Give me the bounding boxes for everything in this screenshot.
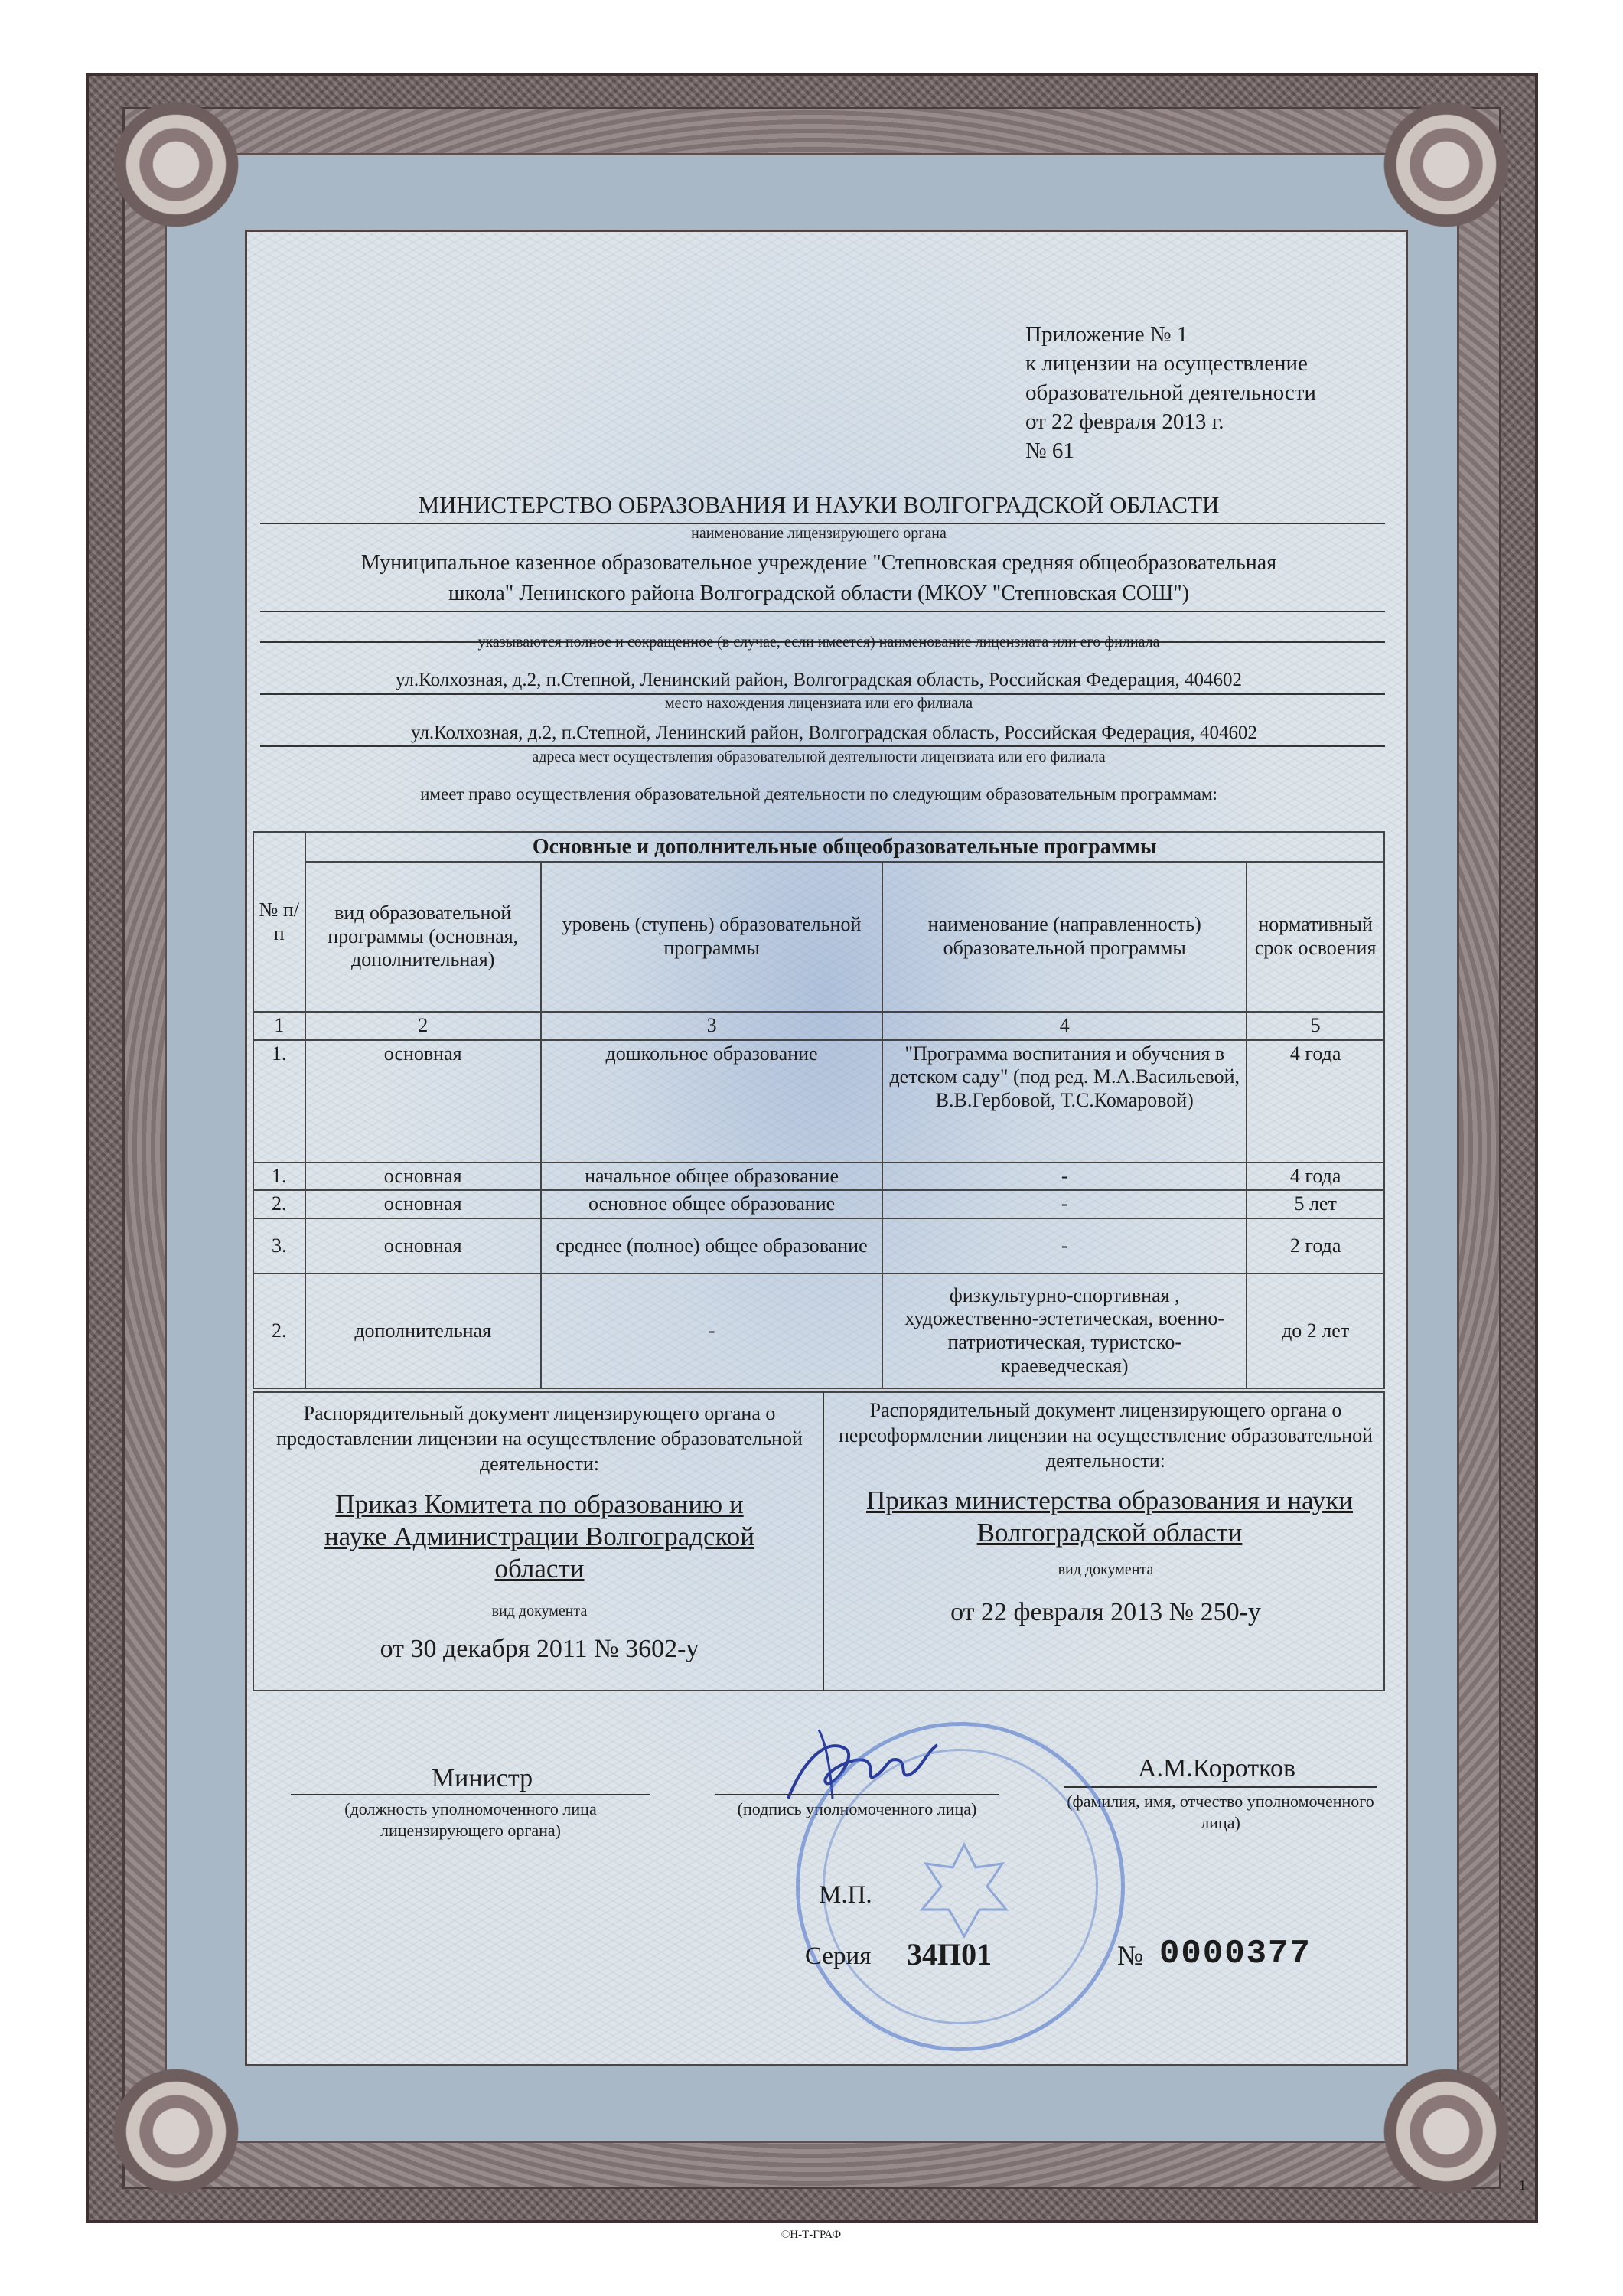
licensee-line-2: школа" Ленинского района Волгоградской области (МКОУ "Степновская СОШ") [448,582,1189,605]
position-underline [291,1794,650,1795]
row-term: 4 года [1247,1040,1384,1163]
appendix-line-2: к лицензии на осуществление [1025,351,1308,376]
row-num: 1. [253,1040,305,1163]
page-number: 1 [1519,2177,1526,2193]
right-order-doc-line-1: Приказ министерства образования и науки [865,1486,1354,1515]
signer-position: Министр [431,1764,533,1792]
activity-address-underline [260,745,1385,747]
row-kind: основная [305,1218,541,1274]
table-row [253,1274,1384,1388]
left-order-doc-line-3: области [494,1554,585,1583]
licensee-caption: указываются полное и сокращенное (в случае, если имеется) наименование лицензиата или его филиала [477,634,1160,651]
header-num: № п/п [253,832,305,1012]
row-level: - [541,1274,882,1388]
table-row [253,1190,1384,1218]
corner-ornament-bottom-right [1374,2059,1519,2204]
row-num: 1. [253,1163,305,1191]
form-number: 0000377 [1159,1935,1312,1973]
right-statement: имеет право осуществления образовательной деятельности по следующим образовательным программам: [420,784,1217,804]
row-term: 5 лет [1247,1190,1384,1218]
authority-underline [260,523,1385,524]
table-group-title: Основные и дополнительные общеобразовательные программы [305,832,1384,862]
table-row [253,1040,1384,1163]
col-number: 1 [253,1012,305,1040]
authority-caption: наименование лицензирующего органа [691,525,947,542]
left-order-date: от 30 декабря 2011 № 3602-у [380,1635,699,1663]
name-caption: (фамилия, имя, отчество уполномоченного лица) [1067,1792,1374,1832]
appendix-title: Приложение № 1 [1025,322,1188,347]
corner-ornament-bottom-left [103,2059,249,2204]
left-order-caption: вид документа [491,1603,588,1619]
row-num: 2. [253,1190,305,1218]
left-order-doc-line-1: Приказ Комитета по образованию и [335,1489,744,1519]
row-kind: основная [305,1190,541,1218]
header-kind: вид образовательной программы (основная, дополнительная) [305,862,541,1012]
corner-ornament-top-right [1374,92,1519,237]
header-name: наименование (направленность) образовательной программы [882,862,1247,1012]
appendix-date: от 22 февраля 2013 г. [1025,409,1224,434]
number-label: № [1117,1940,1144,1971]
location-caption: место нахождения лицензиата или его филиала [664,695,973,712]
licensee-line-1: Муниципальное казенное образовательное учреждение "Степновская средняя общеобразовательная [360,551,1277,575]
signature-caption: (подпись уполномоченного лица) [737,1799,977,1818]
activity-address-value: ул.Колхозная, д.2, п.Степной, Ленинский район, Волгоградская область, Российская Федерация, 404602 [411,722,1257,743]
table-row [253,1218,1384,1274]
printer-mark: ©Н-Т-ГРАФ [781,2229,842,2241]
series-label: Серия [805,1942,872,1970]
name-underline [1064,1786,1377,1788]
position-caption: (должность уполномоченного лица лицензирующего органа) [344,1799,597,1840]
row-term: до 2 лет [1247,1274,1384,1388]
table-row [253,1163,1384,1191]
activity-address-caption: адреса мест осуществления образовательной деятельности лицензиата или его филиала [532,748,1106,765]
appendix-line-3: образовательной деятельности [1025,380,1316,405]
row-term: 2 года [1247,1218,1384,1274]
programs-table [253,831,1385,1389]
row-name: - [882,1163,1247,1191]
corner-ornament-top-left [103,92,249,237]
right-order-document [834,1485,1385,1549]
row-name: - [882,1190,1247,1218]
row-level: дошкольное образование [541,1040,882,1163]
appendix-number: № 61 [1025,439,1074,463]
col-number: 2 [305,1012,541,1040]
seal-label: М.П. [819,1881,872,1909]
left-order-document [268,1489,811,1585]
col-number: 3 [541,1012,882,1040]
row-name: - [882,1218,1247,1274]
row-kind: дополнительная [305,1274,541,1388]
row-level: начальное общее образование [541,1163,882,1191]
authority-name: МИНИСТЕРСТВО ОБРАЗОВАНИЯ И НАУКИ ВОЛГОГРАДСКОЙ ОБЛАСТИ [418,491,1220,518]
right-order-date: от 22 февраля 2013 № 250-у [950,1598,1261,1626]
left-order-doc-line-2: науке Администрации Волгоградской [324,1521,755,1551]
row-name: физкультурно-спортивная , художественно-эстетическая, военно-патриотическая, туристско-краеведческая) [882,1274,1247,1388]
row-kind: основная [305,1163,541,1191]
row-kind: основная [305,1040,541,1163]
row-term: 4 года [1247,1163,1384,1191]
series-value: 34П01 [907,1937,992,1971]
right-order-heading: Распорядительный документ лицензирующего органа о переоформлении лицензии на осуществление образовательной деятельности: [839,1399,1373,1472]
column-number-row [253,1012,1384,1040]
col-number: 5 [1247,1012,1384,1040]
row-num: 2. [253,1274,305,1388]
right-order-caption: вид документа [1058,1561,1154,1578]
location-value: ул.Колхозная, д.2, п.Степной, Ленинский район, Волгоградская область, Российская Федерация, 404602 [396,670,1242,690]
header-term: нормативный срок освоения [1247,862,1384,1012]
row-num: 3. [253,1218,305,1274]
coat-of-arms-icon [903,1829,1025,1952]
licensee-underline-1 [260,611,1385,612]
signer-name: А.М.Коротков [1137,1754,1296,1782]
row-level: среднее (полное) общее образование [541,1218,882,1274]
orders-divider [823,1391,824,1691]
col-number: 4 [882,1012,1247,1040]
header-level: уровень (ступень) образовательной программы [541,862,882,1012]
row-level: основное общее образование [541,1190,882,1218]
row-name: "Программа воспитания и обучения в детском саду" (под ред. М.А.Васильевой, В.В.Гербовой, Т.С.Комаровой) [882,1040,1247,1163]
appendix-header [1025,320,1316,465]
right-order-doc-line-2: Волгоградской области [976,1518,1243,1548]
left-order-heading: Распорядительный документ лицензирующего органа о предоставлении лицензии на осуществление образовательной деятельности: [276,1402,803,1475]
